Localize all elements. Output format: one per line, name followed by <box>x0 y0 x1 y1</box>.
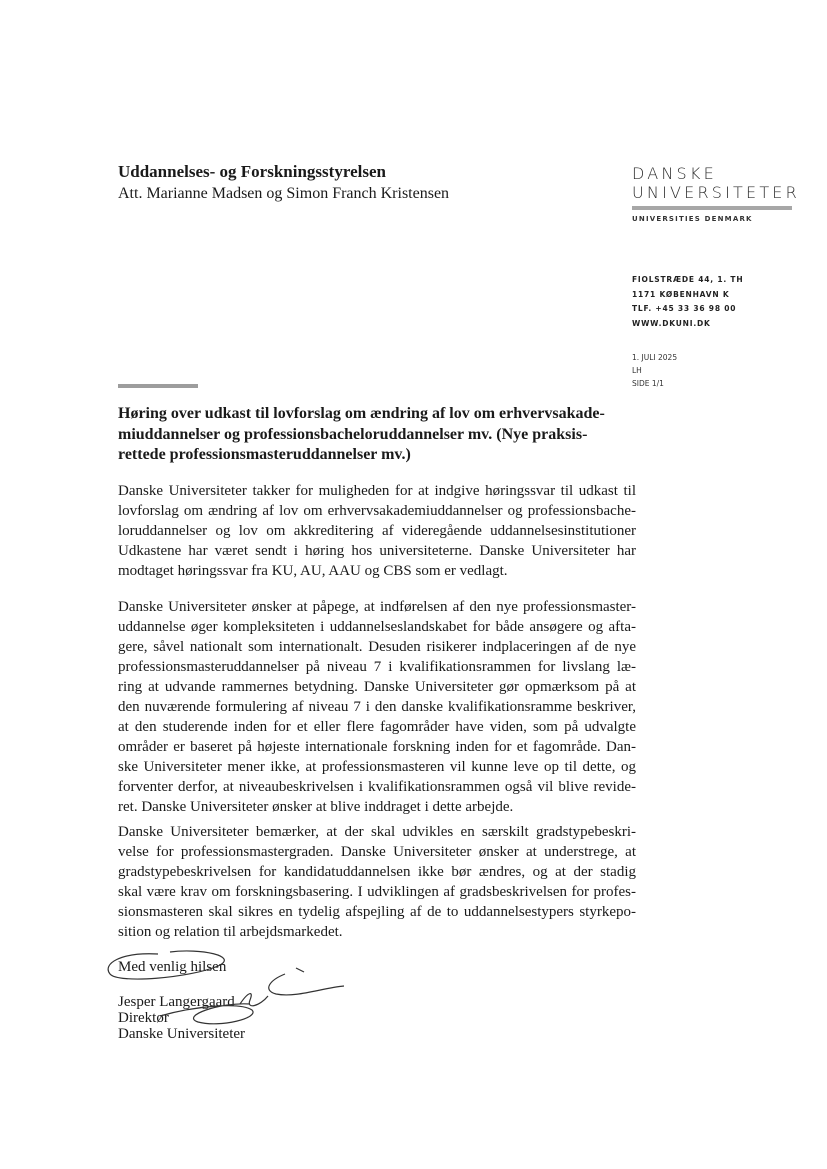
paragraph-line: at den studerende inden for et eller flere fagområder have viden, som på udvalgte <box>118 719 636 735</box>
paragraph-line: sionsmasteren skal sikres en tydelig afspejling af de to uddannelsestypers styrkepo- <box>118 904 636 920</box>
address-street: FIOLSTRÆDE 44, 1. TH <box>632 275 744 284</box>
paragraph-line: modtaget høringssvar fra KU, AU, AAU og CBS som er vedlagt. <box>118 563 508 579</box>
recipient-block <box>118 161 558 205</box>
paragraph-line: ske Universiteter mener ikke, at professionsmasteren vil kunne leve op til dette, og <box>118 759 636 775</box>
paragraph-2 <box>118 597 636 817</box>
logo-line-1: DANSKE <box>632 164 717 183</box>
recipient-attention: Att. Marianne Madsen og Simon Franch Kristensen <box>118 185 450 202</box>
paragraph-line: loruddannelser og lov om akkreditering af videregående uddannelsesinstitutioner <box>118 523 636 539</box>
paragraph-line: Danske Universiteter takker for muligheden for at indgive høringssvar til udkast til <box>118 483 636 499</box>
paragraph-3 <box>118 822 636 942</box>
paragraph-line: ret. Danske Universiteter ønsker at blive inddraget i dette arbejde. <box>118 799 514 815</box>
divider <box>118 384 198 388</box>
handwritten-signature <box>100 944 360 1034</box>
paragraph-line: Danske Universiteter ønsker at påpege, at indførelsen af den nye professionsmaster- <box>118 599 636 615</box>
recipient-organization: Uddannelses- og Forskningsstyrelsen <box>118 162 386 181</box>
paragraph-line: Danske Universiteter bemærker, at der skal udvikles en særskilt gradstypebeskri- <box>118 824 636 840</box>
paragraph-line: områder er baseret på højeste internationale forskning inden for et fagområde. Dan- <box>118 739 636 755</box>
logo-line-2: UNIVERSITETER <box>632 183 800 202</box>
letter-date: 1. JULI 2025 <box>632 353 678 362</box>
letter-meta <box>632 351 677 390</box>
page-number: SIDE 1/1 <box>632 379 664 388</box>
signatory-title: Direktør <box>118 1010 169 1026</box>
letter-subject <box>118 404 638 466</box>
subject-line: Høring over udkast til lovforslag om ændring af lov om erhvervsakade- <box>118 405 605 422</box>
subject-line: rettede professionsmasteruddannelser mv.) <box>118 446 411 463</box>
paragraph-line: gere, såvel nationalt som internationalt. Desuden risikerer indplaceringen af de nye <box>118 639 636 655</box>
logo-bar <box>632 206 792 210</box>
paragraph-line: skal være krav om forskningsbasering. I udviklingen af gradsbeskrivelsen for profes- <box>118 884 636 900</box>
paragraph-line: sition og relation til arbejdsmarkedet. <box>118 924 343 940</box>
closing-greeting: Med venlig hilsen <box>118 959 227 975</box>
paragraph-line: ring at udvande rammernes betydning. Danske Universiteter gør opmærksom på at <box>118 679 636 695</box>
letter-initials: LH <box>632 366 642 375</box>
paragraph-line: Udkastene har været sendt i høring hos universiteterne. Danske Universiteter har <box>118 543 636 559</box>
paragraph-line: den nuværende formulering af niveau 7 i den danske kvalifikationsramme beskriver, <box>118 699 636 715</box>
address-city: 1171 KØBENHAVN K <box>632 289 730 299</box>
signatory-organization: Danske Universiteter <box>118 1026 246 1042</box>
paragraph-line: professionsmasteruddannelser på niveau 7 i kvalifikationsrammen for livslang læ- <box>118 659 636 675</box>
paragraph-line: gradstypebeskrivelsen for kandidatuddannelsen ikke bør ændres, og at der stadig <box>118 864 636 880</box>
signatory-name: Jesper Langergaard <box>118 994 235 1010</box>
paragraph-1 <box>118 481 636 581</box>
paragraph-line: lovforslag om ændring af lov om erhvervsakademiuddannelser og professionsbache- <box>118 503 636 519</box>
address-phone: TLF. +45 33 36 98 00 <box>632 304 737 313</box>
subject-line: miuddannelser og professionsbacheloruddannelser mv. (Nye praksis- <box>118 425 588 443</box>
danske-universiteter-logo <box>632 164 800 223</box>
logo-subtitle: UNIVERSITIES DENMARK <box>632 215 753 223</box>
paragraph-line: uddannelse øger kompleksiteten i uddannelseslandskabet for både ansøgere og afta- <box>118 619 636 635</box>
paragraph-line: velse for professionsmastergraden. Danske Universiteter ønsker at understrege, at <box>118 844 636 860</box>
paragraph-line: forventer derfor, at niveaubeskrivelsen i kvalifikationsrammen også vil blive revide- <box>118 779 636 795</box>
sender-address <box>632 273 743 331</box>
address-website: WWW.DKUNI.DK <box>632 318 711 328</box>
